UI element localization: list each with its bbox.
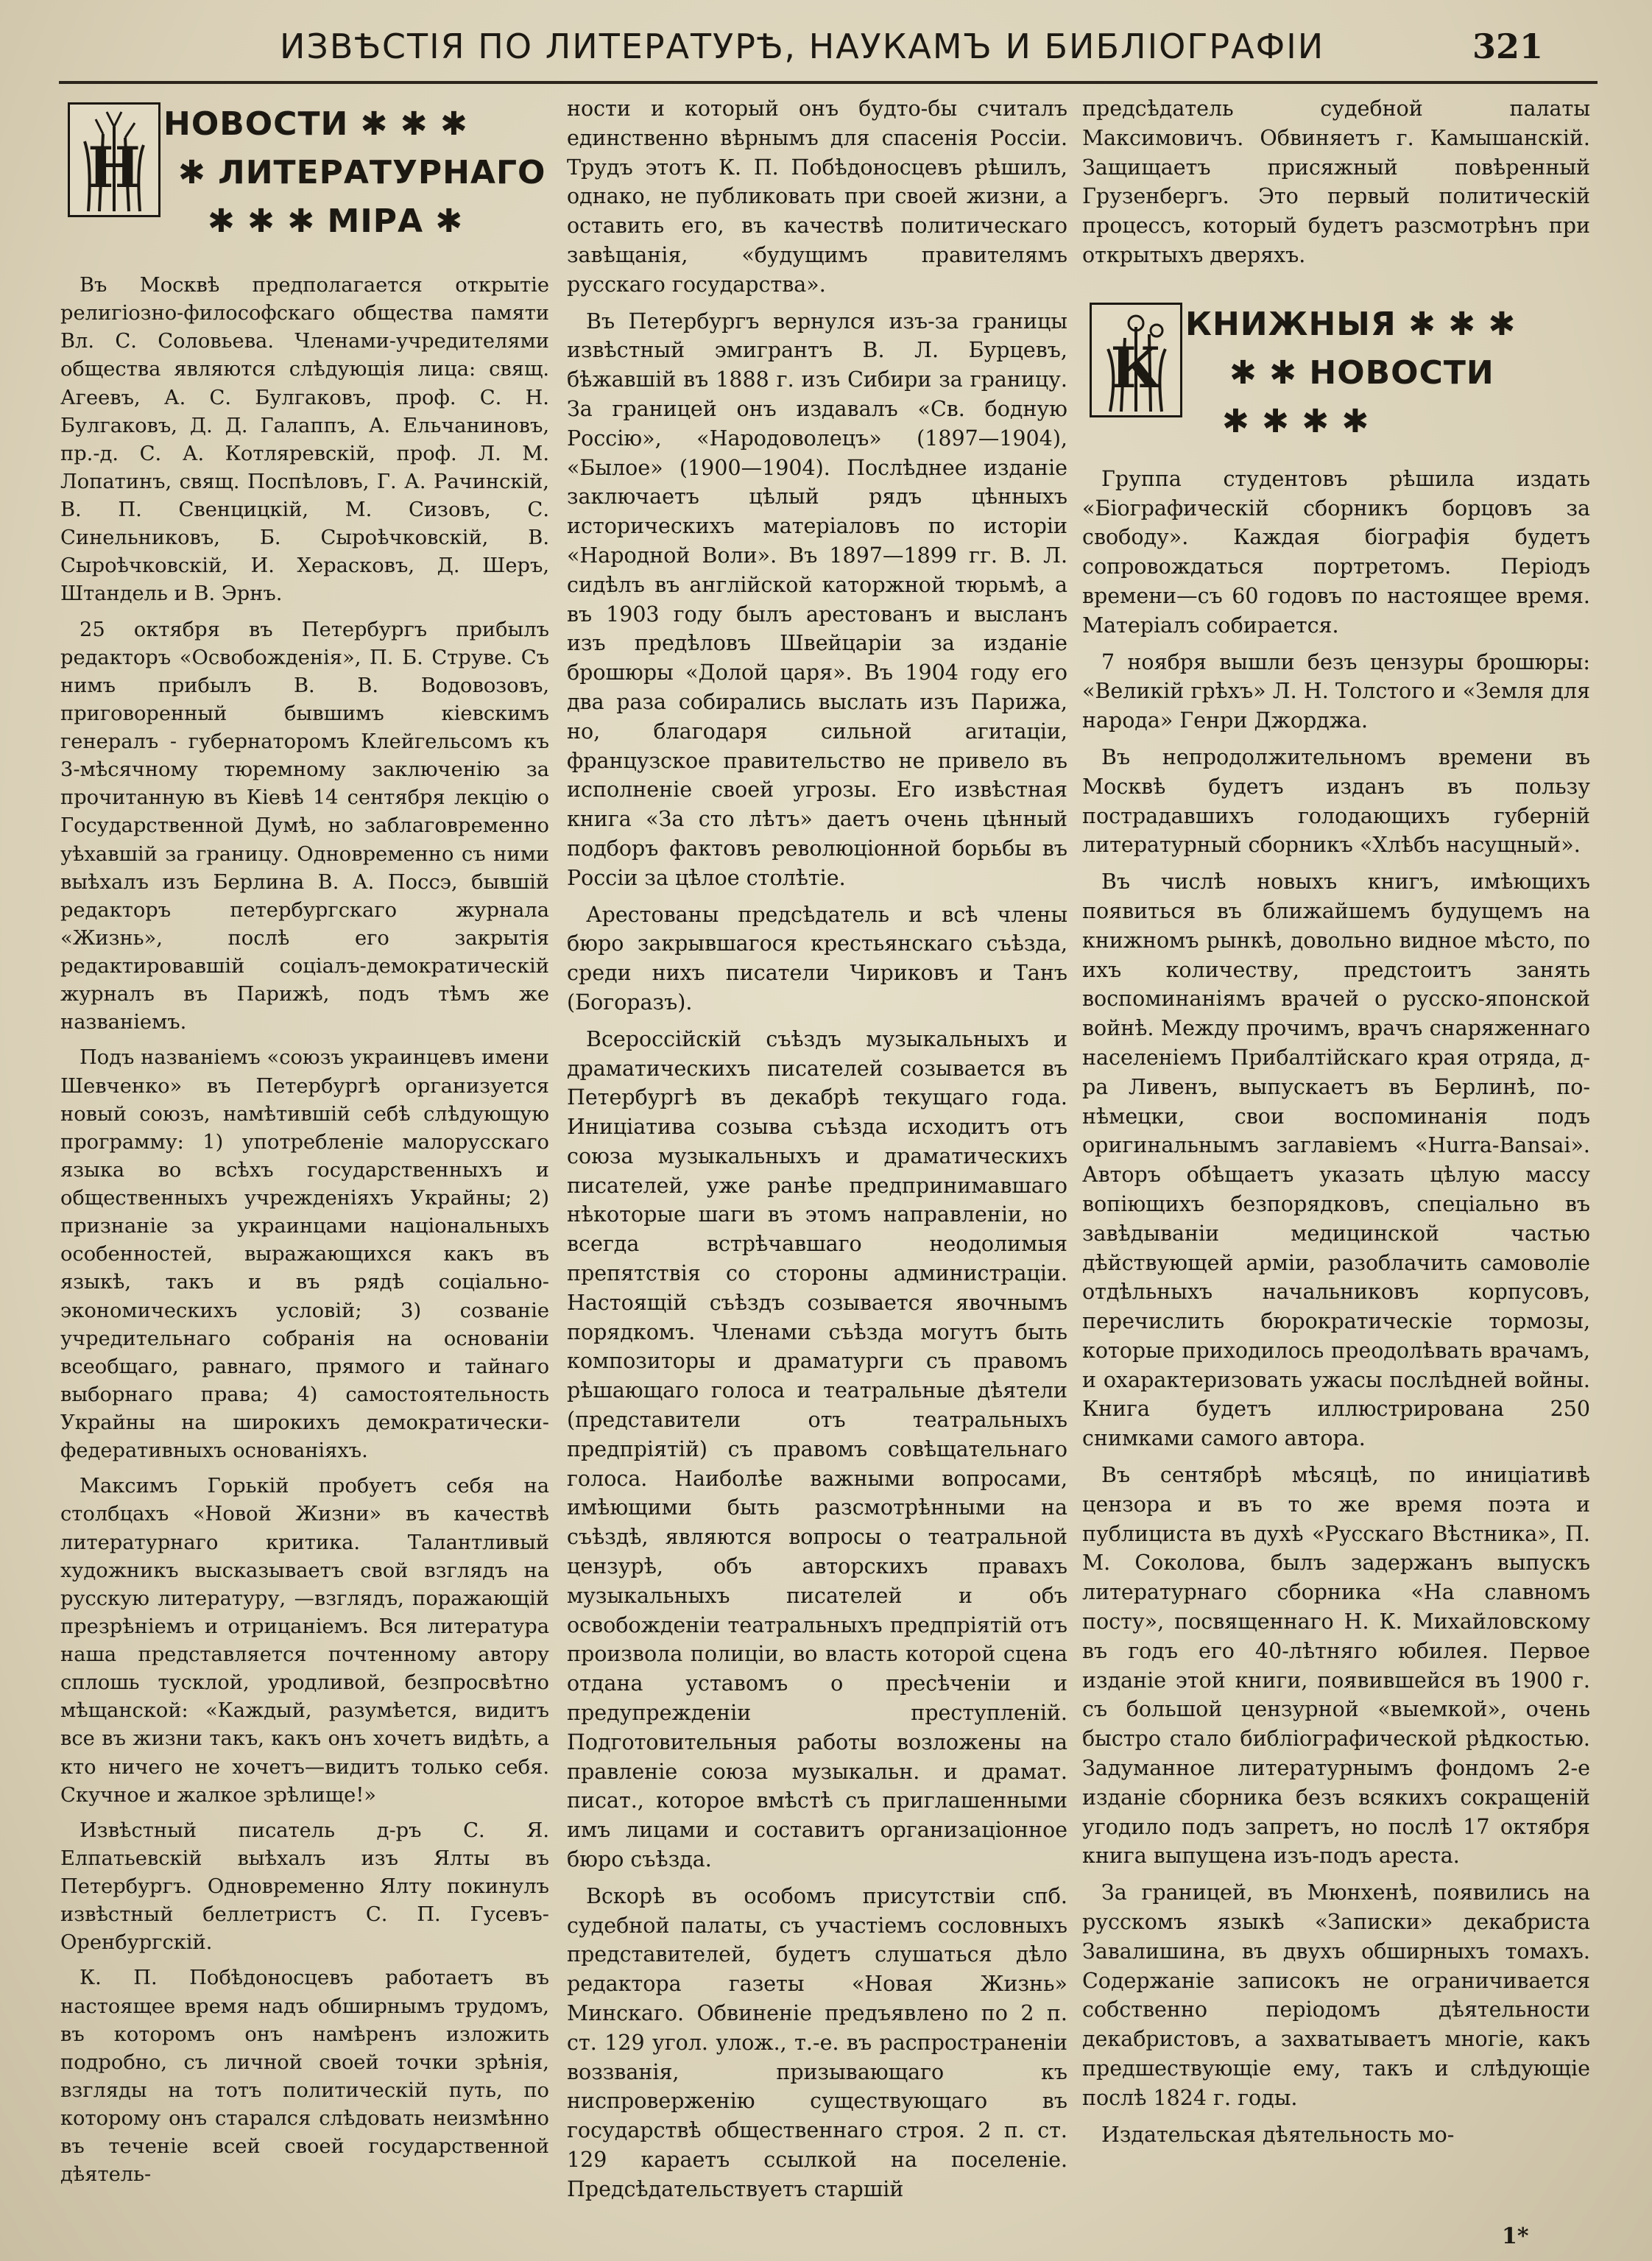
heading-line-2: ✱ ЛИТЕРАТУРНАГО <box>178 154 546 191</box>
news-item: Подъ названіемъ «союзъ украинцевъ имени Шевченко» въ Петербургѣ организуется новый союзъ, намѣтившій себѣ слѣдующую программу: 1) употребленіе малорусскаго языка во всѣхъ государственныхъ и общественныхъ учрежденіяхъ Украйны; 2) признаніе за украинцами національныхъ особенностей, выражающихся какъ въ языкѣ, такъ и въ рядѣ соціально-экономическихъ условій; 3) созваніе учредительнаго собранія на основаніи всеобщаго, равнаго, прямого и тайнаго выборнаго права; 4) самостоятельность Украйны на широкихъ демократически-федеративныхъ основаніяхъ. <box>60 1046 549 1463</box>
section-heading-literary <box>60 99 549 261</box>
column-1 <box>60 99 549 2189</box>
news-item: Въ Петербургъ вернулся изъ-за границы извѣстный эмигрантъ В. Л. Бурцевъ, бѣжавшій въ 1888 г. изъ Сибири за границу. За границей онъ издавалъ «Св. бодную Россію», «Народоволецъ» (1897—1904), «Былое» (1900—1904). Послѣднее изданіе заключаетъ цѣлый рядъ цѣнныхъ историческихъ матеріаловъ по исторіи «Народной Воли». Въ 1897—1899 гг. В. Л. сидѣлъ въ англійской каторжной тюрьмѣ, а въ 1903 году былъ арестованъ и высланъ изъ предѣловъ Швейцаріи за изданіе брошюры «Долой царя». Въ 1904 году его два раза собирались выслать изъ Парижа, но, благодаря сильной агитаціи, французское правительство не привело въ исполненіе своей угрозы. Его извѣстная книга «За сто лѣтъ» даетъ очень цѣнный подборъ фактовъ революціонной борьбы въ Россіи за цѣлое столѣтіе. <box>567 308 1067 890</box>
running-title: ИЗВѢСТІЯ ПО ЛИТЕРАТУРѢ, НАУКАМЪ И БИБЛІОГРАФІИ <box>280 27 1325 66</box>
heading-line-1: КНИЖНЫЯ ✱ ✱ ✱ <box>1185 305 1517 343</box>
news-item: Издательская дѣятельность мо- <box>1101 2122 1455 2147</box>
heading-line-2: ✱ ✱ НОВОСТИ <box>1229 353 1494 392</box>
heading-line-3: ✱ ✱ ✱ ✱ <box>1222 402 1370 440</box>
news-item: Максимъ Горькій пробуетъ себя на столбцахъ «Новой Жизни» въ качествѣ литературнаго критика. Талантливый художникъ высказываетъ свой взглядъ на русскую литературу, —взглядъ, поражающій презрѣніемъ и отрицаніемъ. Вся литература наша представляется почтенному автору сплошь тусклой, уродливой, безпросвѣтно мѣщанской: «Каждый, разумѣется, видитъ все въ жизни такъ, какъ онъ хочетъ видѣть, а кто ничего не хочетъ—видитъ только себя. Скучное и жалкое зрѣлище!» <box>60 1475 549 1807</box>
news-item: За границей, въ Мюнхенѣ, появились на русскомъ языкѣ «Записки» декабриста Завалишина, въ двухъ обширныхъ томахъ. Содержаніе записокъ не ограничивается собственно періодомъ дѣятельности декабристовъ, а захватываетъ многіе, какъ предшествующіе ему, такъ и слѣдующіе послѣ 1824 г. годы. <box>1082 1880 1590 2110</box>
news-item: Въ числѣ новыхъ книгъ, имѣющихъ появиться въ ближайшемъ будущемъ на книжномъ рынкѣ, довольно видное мѣсто, по ихъ количеству, предстоитъ занять воспоминаніямъ врачей о русско-японской войнѣ. Между прочимъ, врачъ снаряженнаго населеніемъ Прибалтійскаго края отряда, д-ра Ливенъ, выпускаетъ въ Берлинѣ, по-нѣмецки, свои воспоминанія подъ оригинальнымъ заглавіемъ «Hurra-Bansai». Авторъ обѣщаетъ указать цѣлую массу вопіющихъ безпорядковъ, спеціально въ завѣдываніи медицинской частью дѣйствующей арміи, разоблачить самоволіе отдѣльныхъ начальниковъ корпусовъ, перечислить бюрократическіе тормозы, которые приходилось преодолѣвать врачамъ, и охарактеризовать ужасы послѣдней войны. Книга будетъ иллюстрирована 250 снимками самого автора. <box>1082 870 1590 1451</box>
page-number: 321 <box>1472 27 1544 66</box>
header-rule <box>59 81 1598 84</box>
news-item: Всероссійскій съѣздъ музыкальныхъ и драматическихъ писателей созывается въ Петербургѣ въ декабрѣ текущаго года. Иниціатива созыва съѣзда исходитъ отъ союза музыкальныхъ и драматическихъ писателей, уже ранѣе предпринимавшаго нѣкоторые шаги въ этомъ направленіи, но всегда встрѣчавшаго неодолимыя препятствія со стороны администраціи. Настоящій съѣздъ созывается явочнымъ порядкомъ. Членами съѣзда могутъ быть композиторы и драматурги съ правомъ рѣшающаго голоса и театральные дѣятели (представители отъ театральныхъ предпріятій) съ правомъ совѣщательнаго голоса. Наиболѣе важными вопросами, имѣющими быть разсмотрѣнными на съѣздѣ, являются вопросы о театральной цензурѣ, объ авторскихъ правахъ музыкальныхъ писателей и объ освобожденіи театральныхъ предпріятій отъ произвола полиціи, во власть которой сцена отдана уставомъ о пресѣченіи и предупрежденіи преступленій. Подготовительныя работы возложены на правленіе союза музыкальн. и драмат. писат., которое вмѣстѣ съ приглашенными имъ лицами и составитъ организаціонное бюро съѣзда. <box>567 1026 1067 1872</box>
news-item: 7 ноября вышли безъ цензуры брошюры: «Великій грѣхъ» Л. Н. Толстого и «Земля для народа» Генри Джорджа. <box>1082 649 1590 733</box>
news-item: Вскорѣ въ особомъ присутствіи спб. судебной палаты, съ участіемъ сословныхъ представителей, будетъ слушаться дѣло редактора газеты «Новая Жизнь» Минскаго. Обвиненіе предъявлено по 2 п. ст. 129 угол. улож., т.-е. въ распространеніи воззванія, призывающаго къ ниспроверженію существующаго въ государствѣ общественнаго строя. 2 п. ст. 129 караетъ ссылкой на поселеніе. Предсѣдательствуетъ старшій <box>567 1883 1067 2201</box>
ornament-initial-icon <box>68 102 160 217</box>
svg-text:Н: Н <box>88 135 141 200</box>
news-item: Въ Москвѣ предполагается открытіе религіозно-философскаго общества памяти Вл. С. Соловьева. Членами-учредителями общества являются слѣдующія лица: свящ. Агеевъ, А. С. Булгаковъ, проф. С. Н. Булгаковъ, Д. Д. Галаппъ, А. Ельчаниновъ, пр.-д. С. А. Котляревскій, проф. Л. М. Лопатинъ, свящ. Поспѣловъ, Г. А. Рачинскій, В. П. Свенцицкій, М. Сизовъ, С. Синельниковъ, Б. Сыроѣчковскій, В. Сыроѣчковскій, И. Херасковъ, Д. Шеръ, Штандель и В. Эрнъ. <box>60 274 549 606</box>
news-item: Арестованы предсѣдатель и всѣ члены бюро закрывшагося крестьянскаго съѣзда, среди нихъ писатели Чириковъ и Танъ (Богоразъ). <box>567 902 1067 1015</box>
news-item: 25 октября въ Петербургъ прибылъ редакторъ «Освобожденія», П. Б. Струве. Съ нимъ прибылъ В. В. Водовозовъ, приговоренный бывшимъ кіевскимъ генералъ - губернаторомъ Клейгельсомъ къ 3-мѣсячному тюремному заключенію за прочитанную въ Кіевѣ 14 сентября лекцію о Государственной Думѣ, но заблаговременно уѣхавшій за границу. Одновременно съ ними выѣхалъ изъ Берлина В. А. Поссэ, бывшій редакторъ петербургскаго журнала «Жизнь», послѣ его закрытія редактировавшій соціалъ-демократическій журналъ въ Парижѣ, подъ тѣмъ же названіемъ. <box>60 618 549 1034</box>
section-heading-books <box>1082 300 1590 454</box>
heading-line-1: НОВОСТИ ✱ ✱ ✱ <box>163 105 468 143</box>
news-item: Въ непродолжительномъ времени въ Москвѣ будетъ изданъ въ пользу пострадавшихъ голодающихъ губерній литературный сборникъ «Хлѣбъ насущный». <box>1082 744 1590 858</box>
news-item: Группа студентовъ рѣшила издать «Біографическій сборникъ борцовъ за свободу». Каждая біографія будетъ сопровождаться портретомъ. Періодъ времени—съ 60 годовъ по настоящее время. Матеріалъ собирается. <box>1082 466 1590 638</box>
column-2 <box>567 94 1067 2204</box>
svg-text:К: К <box>1110 334 1162 401</box>
ornament-initial-icon <box>1090 303 1182 417</box>
news-item-continued: ности и который онъ будто-бы считалъ единственно вѣрнымъ для спасенія Россіи. Трудъ этотъ К. П. Побѣдоносцевъ рѣшилъ, однако, не публиковать при своей жизни, а оставить его, въ качествѣ политическаго завѣщанія, «будущимъ правителямъ русскаго государства». <box>567 96 1067 297</box>
signature-mark: 1* <box>1502 2223 1529 2249</box>
heading-line-3: ✱ ✱ ✱ МІРА ✱ <box>208 202 464 240</box>
news-item-continued: предсѣдатель судебной палаты Максимовичъ. Обвиняетъ г. Камышанскій. Защищаетъ присяжный повѣренный Грузенбергъ. Это первый политическій процессъ, который будетъ разсмотрѣнъ при открытыхъ дверяхъ. <box>1082 96 1590 267</box>
news-item: Извѣстный писатель д-ръ С. Я. Елпатьевскій выѣхалъ изъ Ялты въ Петербургъ. Одновременно Ялту покинулъ извѣстный беллетристъ С. П. Гусевъ-Оренбургскій. <box>60 1819 549 1955</box>
news-item: Въ сентябрѣ мѣсяцѣ, по иниціативѣ цензора и въ то же время поэта и публициста въ духѣ «Русскаго Вѣстника», П. М. Соколова, былъ задержанъ выпускъ литературнаго сборника «На славномъ посту», посвященнаго Н. К. Михайловскому въ годъ его 40-лѣтняго юбилея. Первое изданіе этой книги, появившейся въ 1900 г. съ большой цензурной «выемкой», очень быстро стало библіографической рѣдкостью. Задуманное литературнымъ фондомъ 2-е изданіе сборника безъ всякихъ сокращеній угодило подъ запретъ, но послѣ 17 октября книга выпущена изъ-подъ ареста. <box>1082 1463 1590 1869</box>
column-3 <box>1082 94 1590 2149</box>
news-item: К. П. Побѣдоносцевъ работаетъ въ настоящее время надъ обширнымъ трудомъ, въ которомъ онъ намѣренъ изложить подробно, съ личной своей точки зрѣнія, взгляды на тотъ политическій путь, по которому онъ старался слѣдовать неизмѣнно въ теченіе всей своей государственной дѣятель- <box>60 1967 549 2187</box>
